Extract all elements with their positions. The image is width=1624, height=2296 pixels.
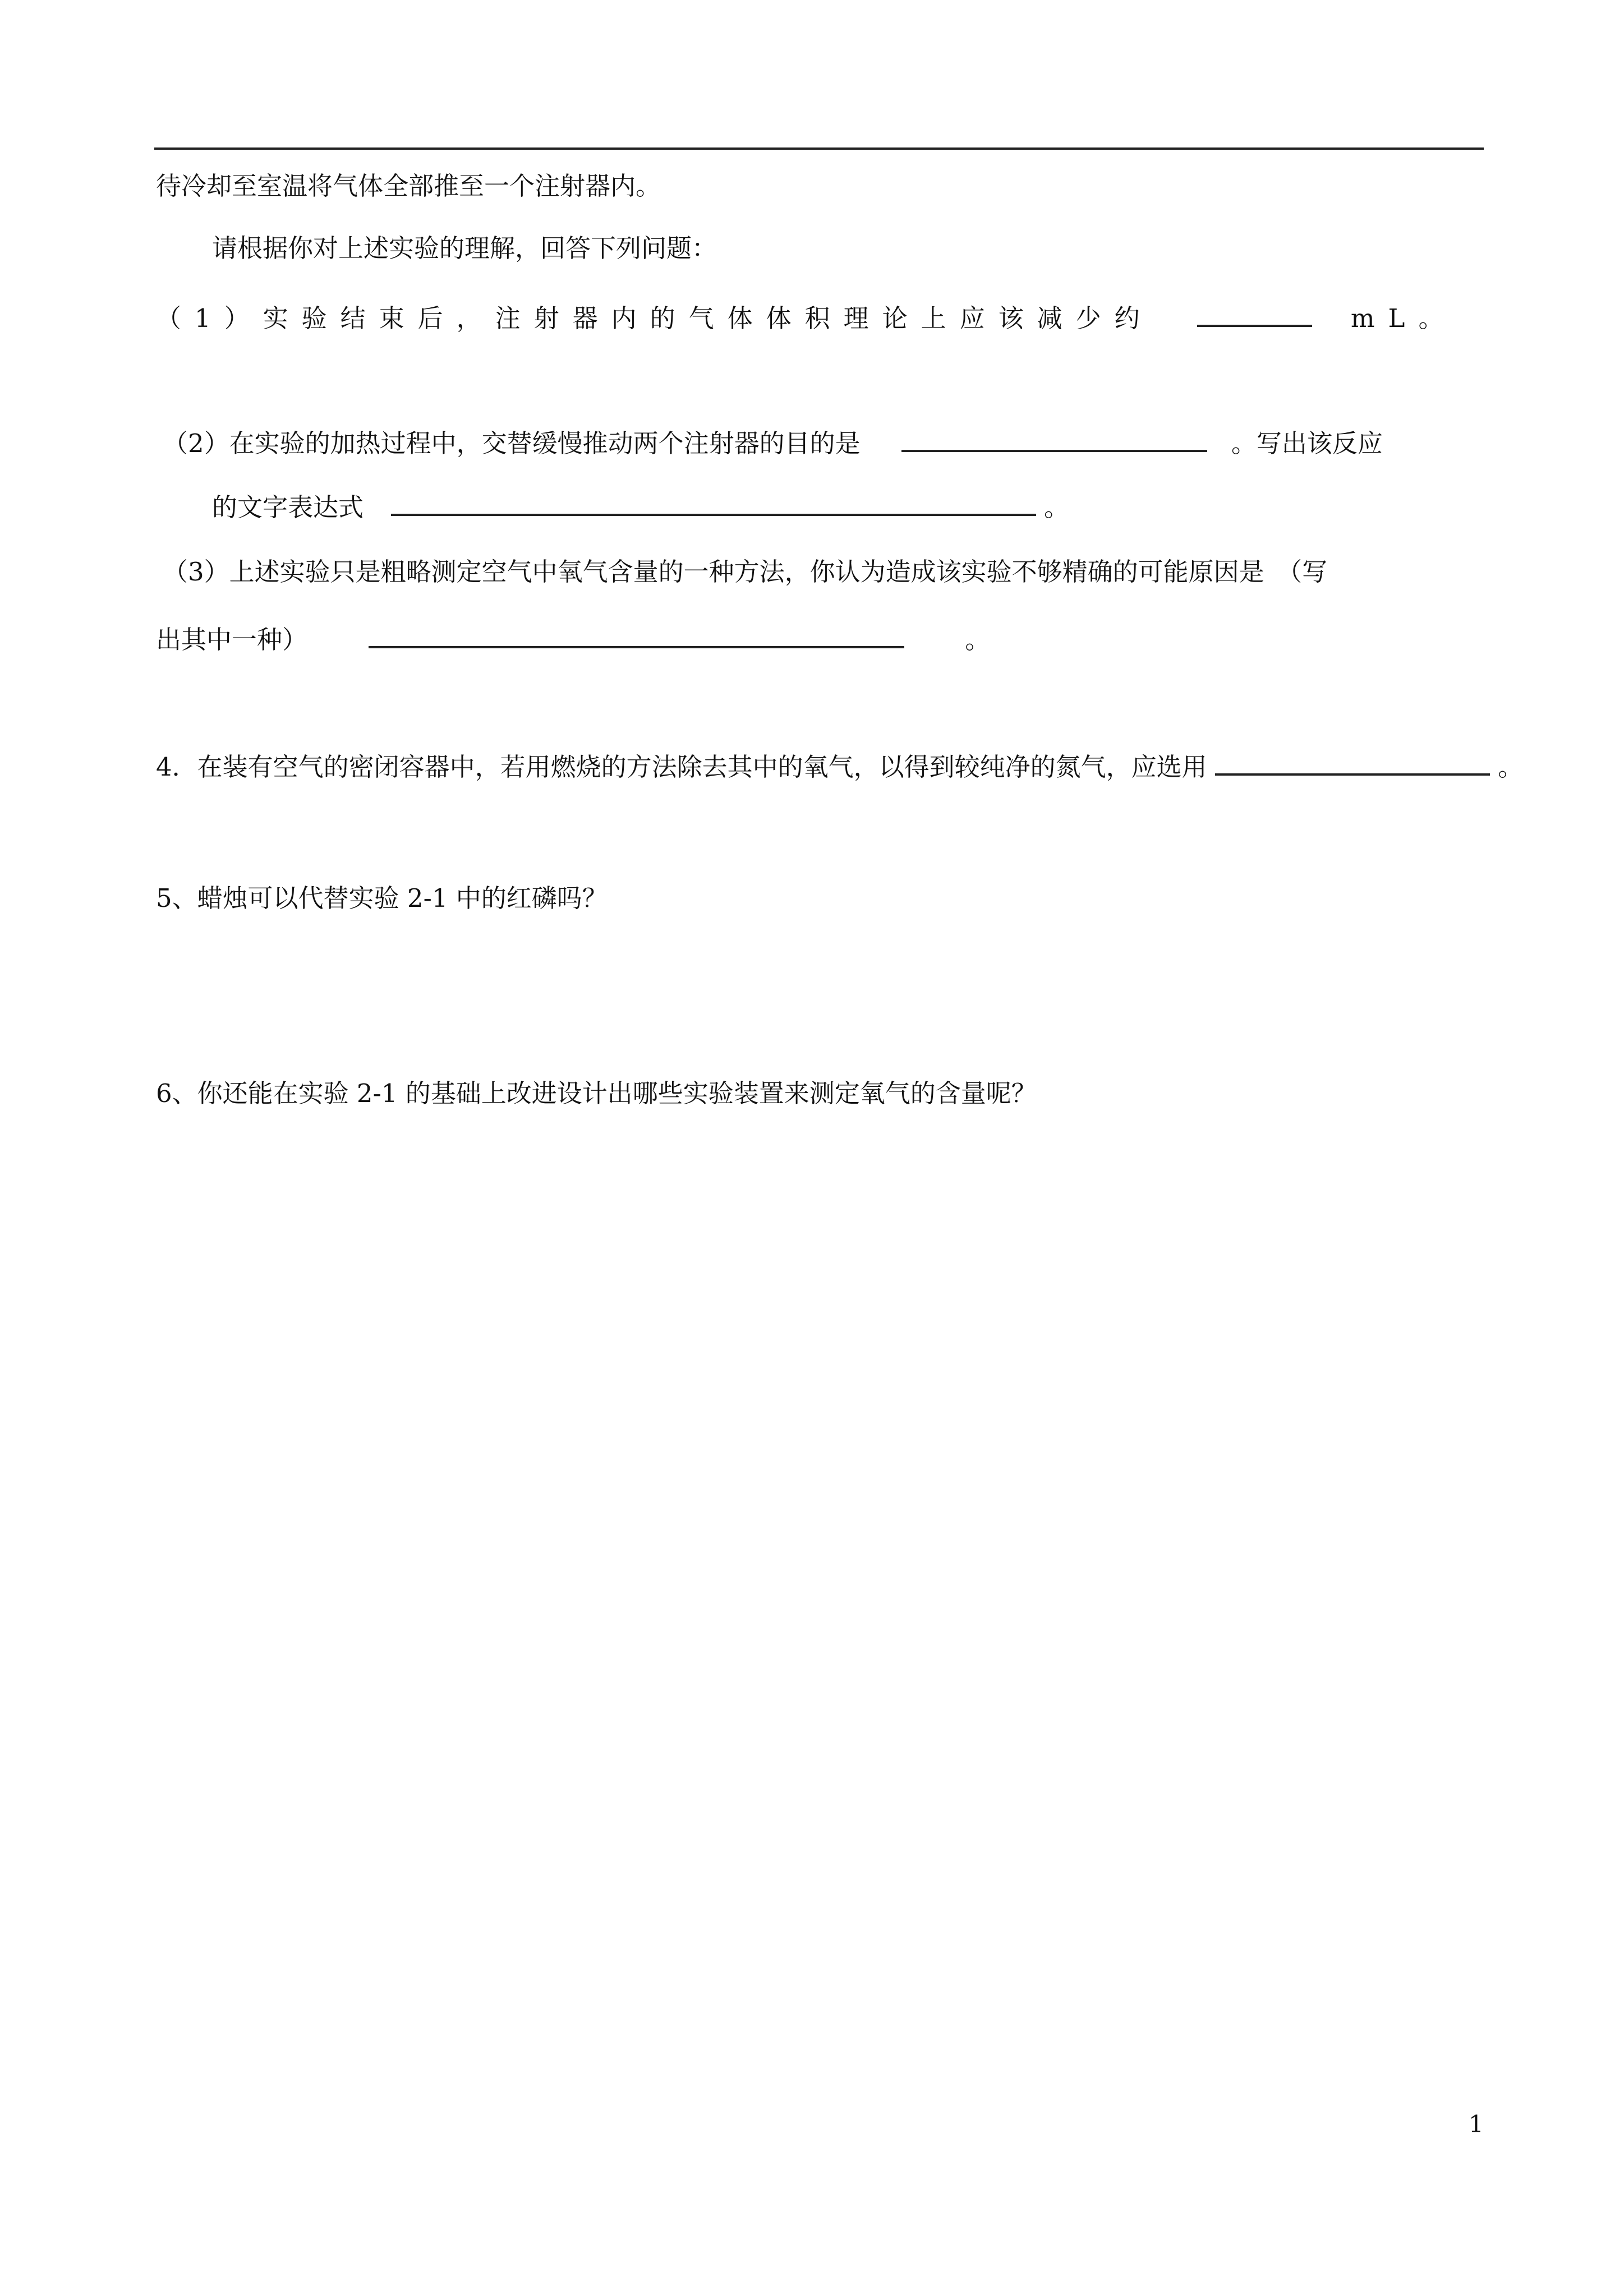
- question-1-answer-blank[interactable]: [1197, 300, 1312, 327]
- question-1-unit: mL。: [1350, 303, 1457, 333]
- question-1: [156, 300, 1457, 335]
- header-rule: [154, 147, 1484, 150]
- question-3-line-1: （3）上述实验只是粗略测定空气中氧气含量的一种方法，你认为造成该实验不够精确的可能原因是 （写: [163, 557, 1328, 587]
- question-1-text: （1）实验结束后，注射器内的气体体积理论上应该减少约: [156, 303, 1153, 333]
- question-3-end: 。: [965, 625, 991, 654]
- question-2-expression-end: 。: [1043, 492, 1069, 522]
- question-3-answer-blank[interactable]: [369, 621, 904, 648]
- question-4-answer-blank[interactable]: [1215, 749, 1490, 776]
- intro-line-1: 待冷却至室温将气体全部推至一个注射器内。: [156, 171, 661, 201]
- question-2-expression-label: 的文字表达式: [212, 492, 364, 522]
- question-2-line-1: [163, 425, 1383, 460]
- question-2-expression-blank[interactable]: [391, 489, 1036, 516]
- question-2-text: （2）在实验的加热过程中，交替缓慢推动两个注射器的目的是: [163, 428, 861, 458]
- question-4: [156, 749, 1523, 784]
- question-3-label: 出其中一种）: [156, 625, 308, 654]
- intro-line-2: 请根据你对上述实验的理解，回答下列问题：: [212, 233, 717, 263]
- question-3-line-2: [156, 621, 990, 657]
- question-4-text: 4．在装有空气的密闭容器中，若用燃烧的方法除去其中的氧气，以得到较纯净的氮气，应选用: [156, 752, 1207, 782]
- page-number: 1: [1469, 2110, 1484, 2138]
- question-4-end: 。: [1498, 752, 1524, 782]
- question-5: 5、蜡烛可以代替实验 2-1 中的红磷吗？: [156, 883, 608, 913]
- question-2-line-2: [212, 489, 1069, 524]
- question-2-purpose-blank[interactable]: [901, 425, 1207, 452]
- question-2-text-suffix: 。写出该反应: [1231, 428, 1383, 458]
- question-6: 6、你还能在实验 2-1 的基础上改进设计出哪些实验装置来测定氧气的含量呢？: [156, 1078, 1037, 1108]
